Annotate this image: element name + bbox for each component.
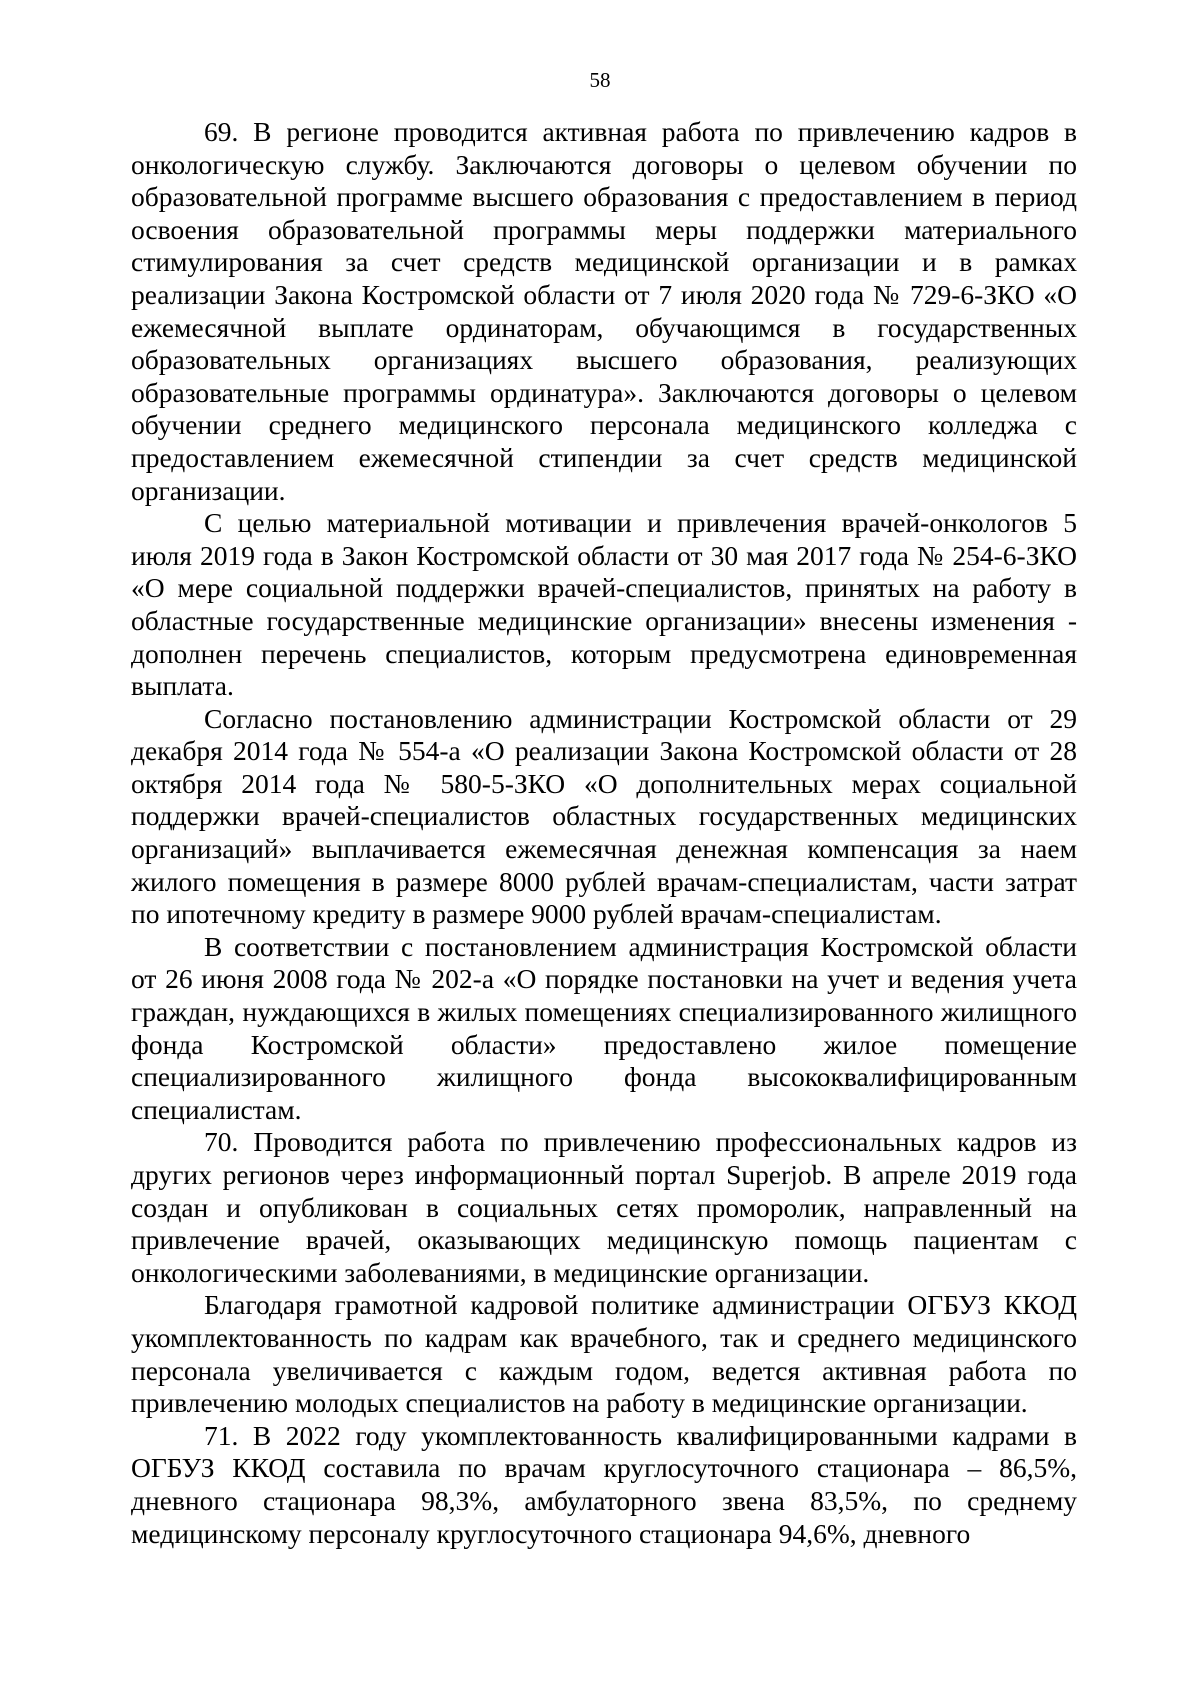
page-number: 58 [589, 68, 611, 92]
paragraph-staffing-policy: Благодаря грамотной кадровой политике администрации ОГБУЗ ККОД укомплектованность по кадрам как врачебного, так и среднего медицинского персонала увеличивается с каждым годом, ведется активная работа по привлечению молодых специалистов на работу в медицинские организации. [131, 1289, 1077, 1419]
paragraph-specialized-housing: В соответствии с постановлением администрация Костромской области от 26 июня 2008 года № 202-а «О порядке постановки на учет и ведения учета граждан, нуждающихся в жилых помещениях специализированного жилищного фонда Костромской области» предоставлено жилое помещение специализированного жилищного фонда высококвалифицированным специалистам. [131, 930, 1077, 1125]
paragraph-housing-compensation: Согласно постановлению администрации Костромской области от 29 декабря 2014 года № 554-а «О реализации Закона Костромской области от 28 октября 2014 года № 580-5-ЗКО «О дополнительных мерах социальной поддержки врачей-специалистов областных государственных медицинских организаций» выплачивается ежемесячная денежная компенсация за наем жилого помещения в размере 8000 рублей врачам-специалистам, части затрат по ипотечному кредиту в размере 9000 рублей врачам-специалистам. [131, 702, 1077, 930]
paragraph-69: 69. В регионе проводится активная работа по привлечению кадров в онкологическую службу. Заключаются договоры о целевом обучении по образовательной программе высшего образования с предоставлением в период освоения образовательной программы меры поддержки материального стимулирования за счет средств медицинской организации и в рамках реализации Закона Костромской области от 7 июля 2020 года № 729-6-ЗКО «О ежемесячной выплате ординаторам, обучающимся в государственных образовательных организациях высшего образования, реализующих образовательные программы ординатура». Заключаются договоры о целевом обучении среднего медицинского персонала медицинского колледжа с предоставлением ежемесячной стипендии за счет средств медицинской организации. [131, 116, 1077, 506]
document-body [131, 116, 1077, 1550]
paragraph-70: 70. Проводится работа по привлечению профессиональных кадров из других регионов через информационный портал Superjob. В апреле 2019 года создан и опубликован в социальных сетях проморолик, направленный на привлечение врачей, оказывающих медицинскую помощь пациентам с онкологическими заболеваниями, в медицинские организации. [131, 1126, 1077, 1288]
paragraph-oncologist-motivation: С целью материальной мотивации и привлечения врачей-онкологов 5 июля 2019 года в Закон Костромской области от 30 мая 2017 года № 254-6-ЗКО «О мере социальной поддержки врачей-специалистов, принятых на работу в областные государственные медицинские организации» внесены изменения - дополнен перечень специалистов, которым предусмотрена единовременная выплата. [131, 507, 1077, 702]
paragraph-71: 71. В 2022 году укомплектованность квалифицированными кадрами в ОГБУЗ ККОД составила по врачам круглосуточного стационара – 86,5%, дневного стационара 98,3%, амбулаторного звена 83,5%, по среднему медицинскому персоналу круглосуточного стационара 94,6%, дневного [131, 1419, 1077, 1549]
